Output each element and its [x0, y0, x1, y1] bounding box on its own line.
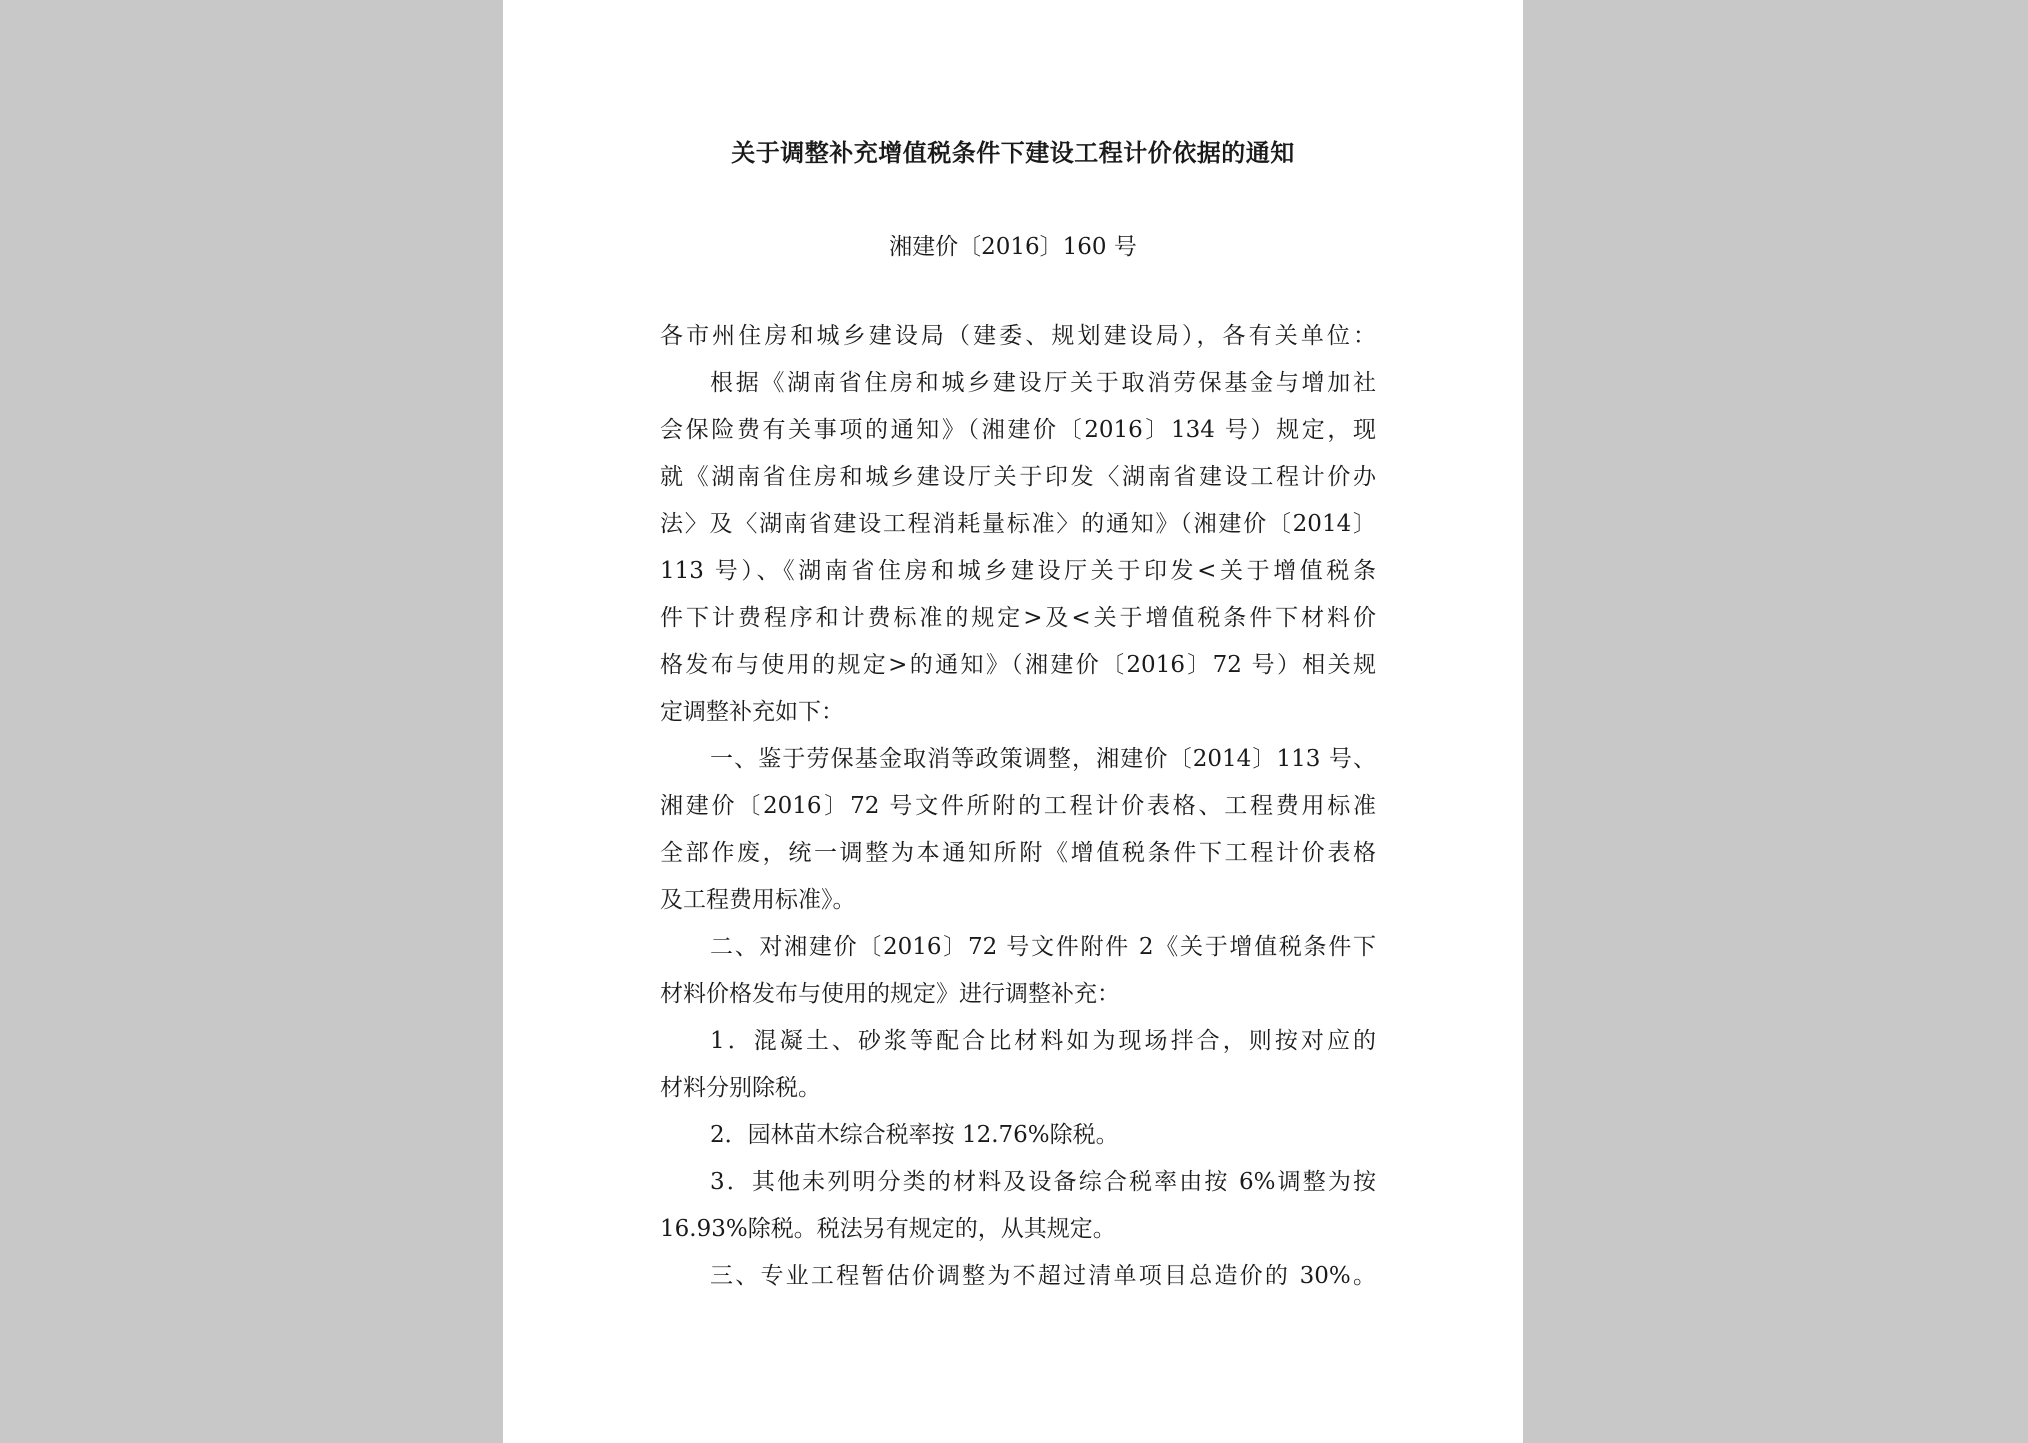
body-line: 材料分别除税。: [660, 1075, 821, 1101]
body-line: 三、专业工程暂估价调整为不超过清单项目总造价的 30%。: [710, 1263, 1376, 1289]
document-page: [503, 0, 1523, 1443]
body-line: 2．园林苗木综合税率按 12.76%除税。: [710, 1122, 1119, 1148]
body-line: 113 号）、《湖南省住房和城乡建设厅关于印发<关于增值税条: [660, 558, 1376, 584]
document-body: [660, 313, 1376, 1300]
body-line: 定调整补充如下：: [660, 699, 844, 725]
body-line: 及工程费用标准》。: [660, 887, 856, 913]
body-line: 会保险费有关事项的通知》（湘建价〔2016〕134 号）规定，现: [660, 417, 1376, 443]
body-line: 根据《湖南省住房和城乡建设厅关于取消劳保基金与增加社: [710, 370, 1376, 396]
document-title: 关于调整补充增值税条件下建设工程计价依据的通知: [731, 138, 1295, 167]
body-line: 湘建价〔2016〕72 号文件所附的工程计价表格、工程费用标准: [660, 793, 1376, 819]
body-line: 格发布与使用的规定>的通知》（湘建价〔2016〕72 号）相关规: [660, 652, 1376, 678]
document-number: 湘建价〔2016〕160 号: [889, 234, 1137, 260]
body-line: 1．混凝土、砂浆等配合比材料如为现场拌合，则按对应的: [710, 1028, 1376, 1054]
body-line: 一、鉴于劳保基金取消等政策调整，湘建价〔2014〕113 号、: [710, 746, 1376, 772]
body-line: 就《湖南省住房和城乡建设厅关于印发〈湖南省建设工程计价办: [660, 464, 1376, 490]
body-line: 材料价格发布与使用的规定》进行调整补充：: [660, 981, 1120, 1007]
body-line: 法〉及〈湖南省建设工程消耗量标准〉的通知》（湘建价〔2014〕: [660, 511, 1376, 537]
body-line: 件下计费程序和计费标准的规定>及<关于增值税条件下材料价: [660, 605, 1376, 631]
body-line: 全部作废，统一调整为本通知所附《增值税条件下工程计价表格: [660, 840, 1376, 866]
body-line: 二、对湘建价〔2016〕72 号文件附件 2《关于增值税条件下: [710, 934, 1376, 960]
body-line: 16.93%除税。税法另有规定的，从其规定。: [660, 1216, 1116, 1242]
body-line: 3．其他未列明分类的材料及设备综合税率由按 6%调整为按: [710, 1169, 1376, 1195]
body-line: 各市州住房和城乡建设局（建委、规划建设局），各有关单位：: [660, 323, 1376, 349]
